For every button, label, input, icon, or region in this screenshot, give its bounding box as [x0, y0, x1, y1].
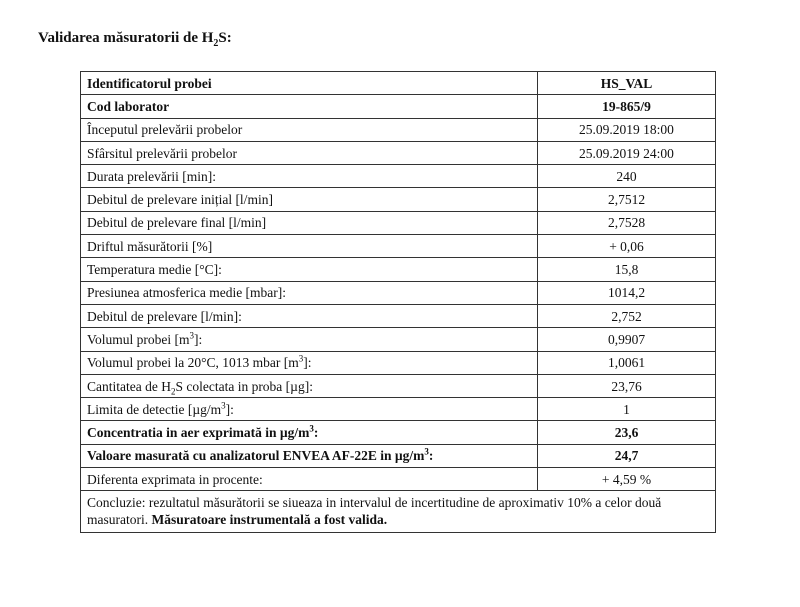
label-text: Driftul măsurătorii [%] [87, 238, 213, 254]
row-value: 1,0061 [538, 351, 716, 374]
row-label [81, 235, 538, 258]
row-value: 23,6 [538, 421, 716, 444]
row-value: 1 [538, 398, 716, 421]
row-value: 24,7 [538, 444, 716, 467]
label-text: Temperatura medie [°C]: [87, 262, 222, 278]
label-text: Debitul de prelevare inițial [l/min] [87, 192, 273, 208]
row-label [81, 141, 538, 164]
row-label [81, 188, 538, 211]
conclusion-row [81, 491, 716, 533]
row-value: 2,752 [538, 304, 716, 327]
label-subscript: 2 [170, 386, 176, 397]
row-label [81, 258, 538, 281]
label-superscript: 3 [424, 446, 429, 457]
label-superscript: 3 [221, 400, 226, 411]
label-text: Concentratia in aer exprimată in µg/m [87, 425, 310, 441]
table-row [81, 398, 716, 421]
label-text: Diferenta exprimata in procente: [87, 471, 263, 487]
table-row [81, 258, 716, 281]
label-superscript: 3 [298, 353, 304, 364]
label-text: Limita de detectie [µg/m [87, 401, 222, 417]
row-value: 25.09.2019 24:00 [538, 141, 716, 164]
row-value: HS_VAL [538, 72, 716, 95]
title-subscript: 2 [213, 38, 219, 49]
row-label [81, 95, 538, 118]
label-text-end: S colectata in proba [µg]: [175, 378, 313, 394]
table-row [81, 351, 716, 374]
row-value: 240 [538, 165, 716, 188]
row-label [81, 165, 538, 188]
table-row [81, 421, 716, 444]
row-label [81, 211, 538, 234]
table-row [81, 304, 716, 327]
table-row [81, 444, 716, 467]
label-superscript: 3 [189, 330, 194, 341]
label-text: Sfârsitul prelevării probelor [87, 145, 237, 161]
table-row [81, 95, 716, 118]
table-row [81, 72, 716, 95]
conclusion-cell [81, 491, 716, 533]
table-row [81, 235, 716, 258]
row-label [81, 444, 538, 467]
conclusion-text: Concluzie: rezultatul măsurătorii se siueaza in intervalul de incertitudine de aproximativ 10% a celor două masuratori. [87, 495, 662, 528]
label-text: Identificatorul probei [87, 75, 212, 91]
row-value: 23,76 [538, 374, 716, 397]
table-row [81, 328, 716, 351]
label-text: Debitul de prelevare [l/min]: [87, 308, 242, 324]
row-label [81, 72, 538, 95]
label-text-end: : [313, 425, 319, 441]
label-text-end: : [428, 448, 434, 464]
measurement-table [80, 71, 716, 533]
row-label [81, 304, 538, 327]
title-tail: S: [218, 30, 232, 46]
row-label [81, 374, 538, 397]
row-value: 0,9907 [538, 328, 716, 351]
row-value: 1014,2 [538, 281, 716, 304]
label-text: Cantitatea de H [87, 378, 171, 394]
table-row [81, 165, 716, 188]
label-text: Volumul probei [m [87, 331, 190, 347]
table-row [81, 188, 716, 211]
row-label [81, 421, 538, 444]
row-value: 2,7512 [538, 188, 716, 211]
conclusion-verdict: Măsuratoare instrumentală a fost valida. [151, 512, 388, 528]
row-value: 25.09.2019 18:00 [538, 118, 716, 141]
label-text-end: ]: [194, 331, 203, 347]
table-row [81, 211, 716, 234]
table-row [81, 281, 716, 304]
row-label [81, 468, 538, 491]
label-text-end: ]: [225, 401, 234, 417]
row-label [81, 328, 538, 351]
label-text: Presiunea atmosferica medie [mbar]: [87, 285, 287, 301]
row-value: 2,7528 [538, 211, 716, 234]
label-text: Debitul de prelevare final [l/min] [87, 215, 267, 231]
row-value: 15,8 [538, 258, 716, 281]
table-row [81, 141, 716, 164]
page-title [38, 30, 232, 47]
row-value: 19-865/9 [538, 95, 716, 118]
row-label [81, 351, 538, 374]
row-label [81, 398, 538, 421]
row-value: + 4,59 % [538, 468, 716, 491]
label-text: Începutul prelevării probelor [87, 122, 243, 138]
label-text: Durata prelevării [min]: [87, 168, 216, 184]
row-value: + 0,06 [538, 235, 716, 258]
table-row [81, 374, 716, 397]
label-text: Cod laborator [87, 98, 170, 114]
label-text: Volumul probei la 20°C, 1013 mbar [m [87, 355, 299, 371]
label-text: Valoare masurată cu analizatorul ENVEA AF-22E in µg/m [87, 448, 425, 464]
label-text-end: ]: [303, 355, 312, 371]
label-superscript: 3 [309, 423, 314, 434]
table-row [81, 118, 716, 141]
table-row [81, 468, 716, 491]
row-label [81, 281, 538, 304]
title-text: Validarea măsuratorii de H [38, 30, 214, 46]
row-label [81, 118, 538, 141]
